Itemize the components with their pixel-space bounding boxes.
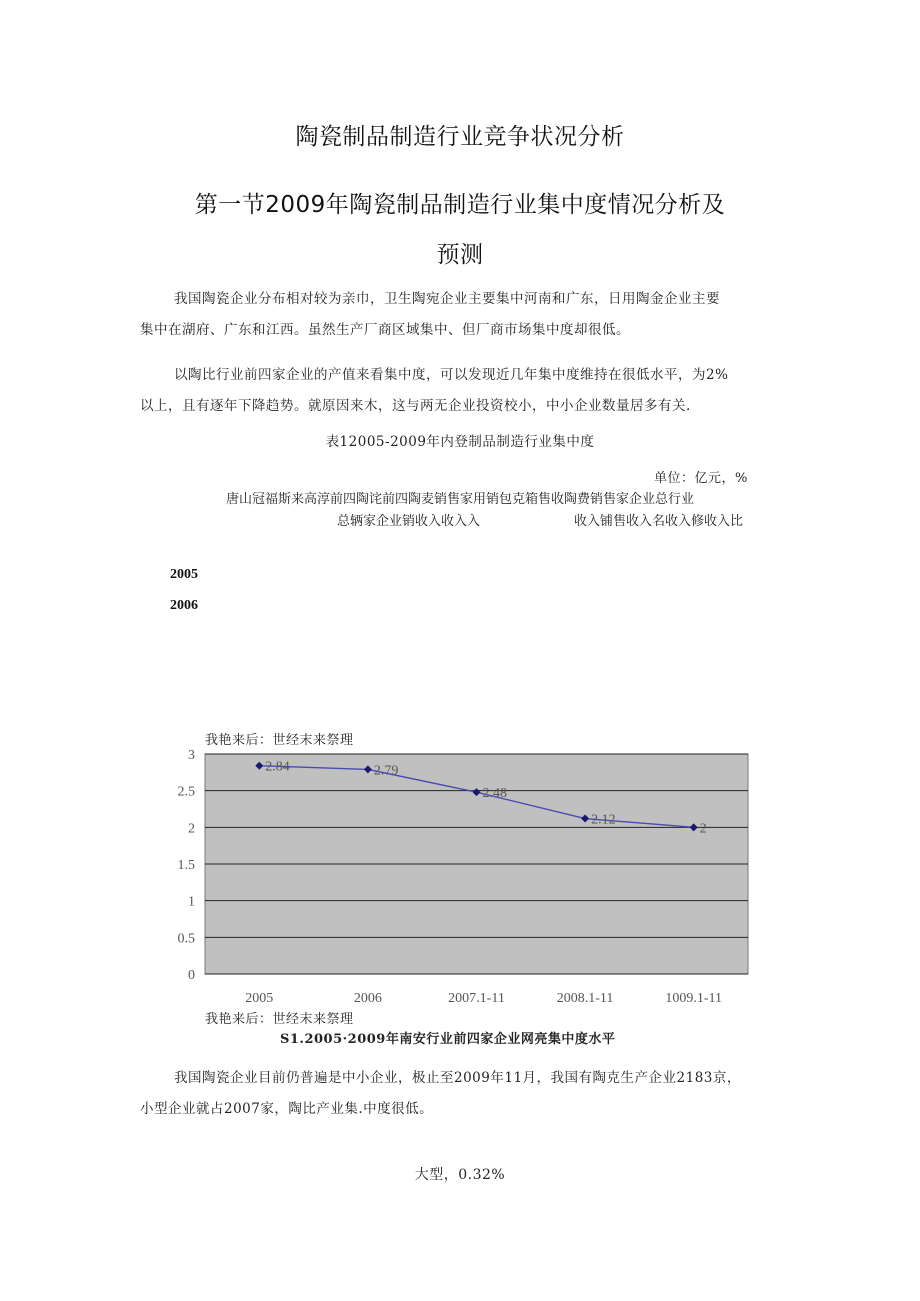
y-tick-label: 1.5 bbox=[177, 858, 195, 873]
table-unit: 单位：亿元，% bbox=[654, 471, 748, 486]
y-tick-label: 2 bbox=[188, 821, 195, 837]
y-tick-label: 2.5 bbox=[177, 784, 195, 800]
x-tick-label: 2006 bbox=[353, 991, 382, 1006]
section-title-line2: 预测 bbox=[436, 242, 484, 268]
y-tick-label: 0 bbox=[188, 968, 195, 983]
para1-line2: 集中在湖府、广东和江西。虽然生产厂商区域集中、但厂商市场集中度却很低。 bbox=[140, 322, 630, 338]
page-title: 陶瓷制品制造行业竞争状况分析 bbox=[295, 124, 625, 150]
table-header-line2b: 收入铺售收入名收入修收入比 bbox=[574, 514, 744, 529]
table-row-year: 2006 bbox=[170, 598, 198, 613]
y-tick-label: 1 bbox=[188, 894, 195, 910]
line-chart bbox=[160, 744, 760, 1014]
table-caption: 表12005-2009年内登制品制造行业集中度 bbox=[325, 434, 595, 450]
data-label: 2.79 bbox=[373, 763, 399, 779]
y-tick-label: 3 bbox=[188, 748, 195, 763]
x-tick-label: 1009.1-11 bbox=[665, 991, 723, 1006]
data-label: 2.48 bbox=[482, 786, 507, 802]
x-tick-label: 2008.1-11 bbox=[556, 991, 614, 1006]
x-tick-label: 2005 bbox=[245, 991, 274, 1006]
table-header-line1: 唐山冠福斯来高淳前四陶诧前四陶麦销售家用销包克箱售收陶费销售家企业总行业 bbox=[226, 492, 695, 507]
y-tick-label: 0.5 bbox=[177, 931, 195, 947]
para2-line1: 以陶比行业前四家企业的产值来看集中度，可以发现近几年集中度维持在很低水平，为2% bbox=[174, 367, 729, 383]
pie-label-large: 大型，0.32% bbox=[414, 1167, 506, 1183]
data-label: 2.84 bbox=[265, 759, 290, 775]
para2-line2: 以上，且有逐年下降趋势。就原因来木，这与两无企业投资校小，中小企业数量居多有关. bbox=[140, 398, 691, 414]
data-label: 2.12 bbox=[591, 812, 616, 828]
para1-line1: 我国陶瓷企业分布相对较为亲巾，卫生陶宛企业主要集中河南和广东，日用陶金企业主要 bbox=[174, 291, 720, 307]
data-label: 2 bbox=[699, 821, 707, 837]
chart-caption: S1.2005·2009年南安行业前四家企业网亮集中度水平 bbox=[280, 1032, 616, 1047]
x-tick-label: 2007.1-11 bbox=[448, 991, 505, 1006]
chart-source: 我艳来后：世经末来祭理 bbox=[205, 1012, 354, 1027]
para3-line2: 小型企业就占2007家，陶比产业集.中度很低。 bbox=[140, 1101, 434, 1117]
chart-header: 我艳来后：世经末来祭理 bbox=[205, 733, 354, 748]
section-title-line1: 第一节2009年陶瓷制品制造行业集中度情况分析及 bbox=[194, 192, 726, 218]
table-row-year: 2005 bbox=[170, 567, 198, 582]
para3-line1: 我国陶瓷企业目前仍普遍是中小企业，极止至2009年11月，我国有陶克生产企业2183京， bbox=[174, 1070, 741, 1086]
table-header-line2a: 总辆家企业销收入收入入 bbox=[337, 514, 481, 529]
